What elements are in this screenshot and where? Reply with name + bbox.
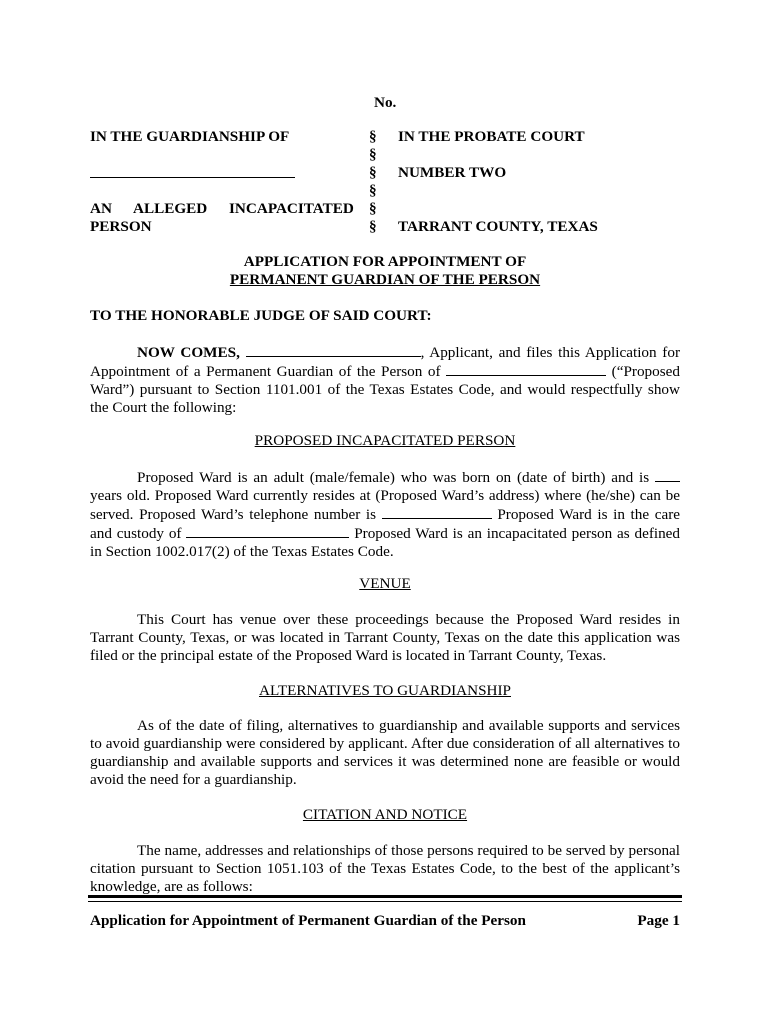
footer-title: Application for Appointment of Permanent Guardian of the Person [90, 912, 526, 929]
ward-line4-a: and custody of [90, 525, 182, 542]
section-symbol: § [369, 218, 377, 235]
ward-line3-a: served. Proposed Ward’s telephone number is [90, 506, 377, 523]
case-number-label: No. [374, 94, 397, 111]
ward-line1: Proposed Ward is an adult (male/female) who was born on (date of birth) and is [137, 469, 650, 486]
proposed-ward-blank [446, 362, 606, 376]
caption-number-two: NUMBER TWO [398, 164, 507, 181]
heading-venue: VENUE [359, 575, 411, 592]
age-blank [655, 468, 680, 482]
caption-an: AN [90, 200, 112, 217]
caption-alleged: ALLEGED [133, 200, 208, 217]
intro-line3: Ward”) pursuant to Section 1101.001 of the Texas Estates Code, and would respectfully show [90, 381, 680, 398]
telephone-blank [382, 505, 492, 519]
intro-paragraph [90, 343, 680, 417]
heading-alternatives: ALTERNATIVES TO GUARDIANSHIP [258, 682, 511, 699]
heading-citation-notice: CITATION AND NOTICE [302, 806, 468, 823]
ward-line2: years old. Proposed Ward currently resides at (Proposed Ward’s address) where (he/she) can be [90, 487, 680, 504]
intro-line4: the Court the following: [90, 399, 237, 416]
footer-rule-thick [88, 895, 682, 898]
ward-line3-b: Proposed Ward is in the care [497, 506, 681, 523]
intro-line2-a: Appointment of a Permanent Guardian of the Person of [90, 363, 441, 380]
applicant-name-blank [246, 343, 421, 357]
document-title-line2: PERMANENT GUARDIAN OF THE PERSON [229, 271, 541, 288]
caption-incapacitated: INCAPACITATED [229, 200, 354, 217]
section-symbol: § [369, 200, 377, 217]
intro-line2-b: (“Proposed [611, 363, 680, 380]
caption-probate-court: IN THE PROBATE COURT [398, 128, 585, 145]
custodian-blank [186, 524, 349, 538]
court-address: TO THE HONORABLE JUDGE OF SAID COURT: [90, 307, 432, 324]
citation-paragraph: The name, addresses and relationships of those persons required to be served by personal citation pursuant to Section 1051.103 of the Texas Estates Code, to the best of the applicant’s knowledge, are as follows: [90, 842, 680, 895]
ward-line4-b: Proposed Ward is an incapacitated person as defined [354, 525, 681, 542]
caption-person: PERSON [90, 218, 152, 235]
section-symbol: § [369, 164, 377, 181]
section-symbol: § [369, 128, 377, 145]
venue-paragraph: This Court has venue over these proceedings because the Proposed Ward resides in Tarrant County, Texas, or was located in Tarrant County, Texas on the date this application was filed or the principal estate of the Proposed Ward is located in Tarrant County, Texas. [90, 611, 680, 664]
section-symbol: § [369, 146, 377, 163]
ward-paragraph [90, 468, 680, 561]
ward-line5: in Section 1002.017(2) of the Texas Estates Code. [90, 543, 394, 560]
section-symbol: § [369, 182, 377, 199]
ward-name-blank [90, 177, 295, 178]
heading-proposed-incapacitated-person: PROPOSED INCAPACITATED PERSON [254, 432, 516, 449]
caption-county: TARRANT COUNTY, TEXAS [398, 218, 598, 235]
page-number: Page 1 [637, 912, 680, 929]
document-title-line1: APPLICATION FOR APPOINTMENT OF [243, 253, 527, 270]
caption-guardianship-of: IN THE GUARDIANSHIP OF [90, 128, 290, 145]
alternatives-paragraph: As of the date of filing, alternatives to guardianship and available supports and services to avoid guardianship were considered by applicant. After due consideration of all alternatives to guardianship and available supports and services it was determined none are feasible or would avoid the need for a guardianship. [90, 717, 680, 788]
now-comes: NOW COMES, [137, 344, 240, 361]
intro-line1-rest: , Applicant, and files this Application for [420, 344, 681, 361]
footer-rule-thin [88, 901, 682, 902]
